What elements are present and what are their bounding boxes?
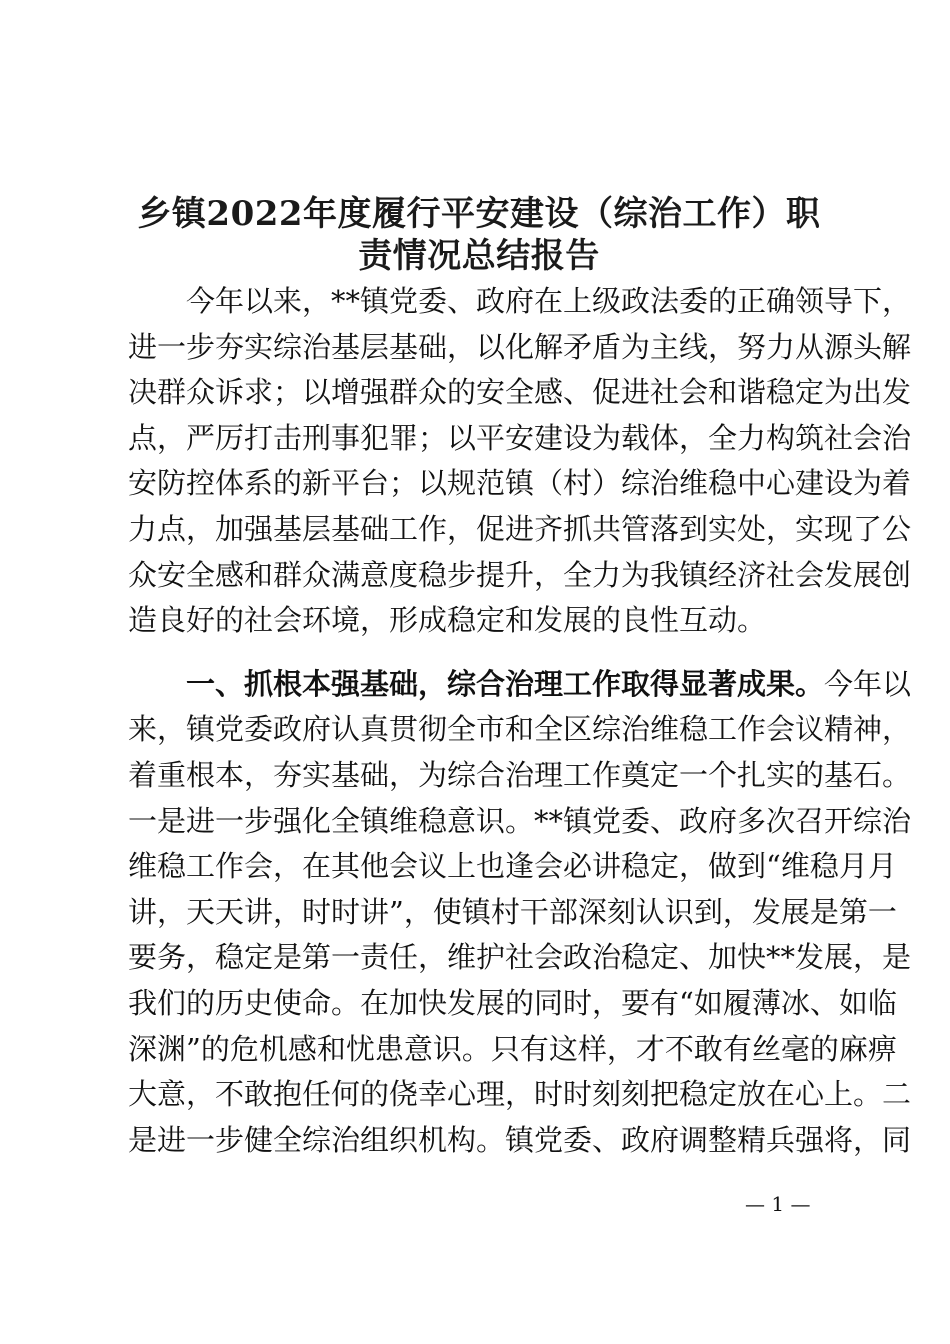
text-line: 点，严厉打击刑事犯罪；以平安建设为载体，全力构筑社会治 xyxy=(128,420,912,455)
text-line: 一是进一步强化全镇维稳意识。**镇党委、政府多次召开综治 xyxy=(128,803,912,838)
document-title-line-2: 责情况总结报告 xyxy=(358,236,600,276)
text-line: 讲，天天讲，时时讲”，使镇村干部深刻认识到，发展是第一 xyxy=(128,894,897,929)
text-span: 今年以 xyxy=(824,666,912,701)
text-line: 大意，不敢抱任何的侥幸心理，时时刻刻把稳定放在心上。二 xyxy=(128,1077,912,1112)
paragraph-intro xyxy=(128,279,912,644)
text-line: 造良好的社会环境，形成稳定和发展的良性互动。 xyxy=(128,603,767,638)
text-line: 今年以来，**镇党委、政府在上级政法委的正确领导下， xyxy=(186,284,912,318)
text-line: 众安全感和群众满意度稳步提升，全力为我镇经济社会发展创 xyxy=(128,557,912,592)
document-title-line-1: 乡镇2022年度履行平安建设（综治工作）职 xyxy=(137,194,821,234)
text-line: 要务，稳定是第一责任，维护社会政治稳定、加快**发展，是 xyxy=(128,940,912,975)
document-body xyxy=(128,279,912,1163)
text-line: 安防控体系的新平台；以规范镇（村）综治维稳中心建设为着 xyxy=(128,466,912,501)
text-line: 是进一步健全综治组织机构。镇党委、政府调整精兵强将，同 xyxy=(128,1122,912,1157)
text-line: 力点，加强基层基础工作，促进齐抓共管落到实处，实现了公 xyxy=(128,511,912,546)
text-line: 来，镇党委政府认真贯彻全市和全区综治维稳工作会议精神， xyxy=(128,712,912,747)
text-line: 着重根本，夯实基础，为综合治理工作奠定一个扎实的基石。 xyxy=(128,757,912,792)
text-line xyxy=(128,662,912,708)
page-number: — 1 — xyxy=(745,1192,811,1216)
section-heading: 一、抓根本强基础，综合治理工作取得显著成果。 xyxy=(186,666,825,701)
paragraph-section-1 xyxy=(128,662,912,1164)
text-line: 我们的历史使命。在加快发展的同时，要有“如履薄冰、如临 xyxy=(128,985,897,1020)
text-line: 维稳工作会，在其他会议上也逢会必讲稳定，做到“维稳月月 xyxy=(128,849,897,884)
text-line: 进一步夯实综治基层基础，以化解矛盾为主线，努力从源头解 xyxy=(128,329,912,364)
text-line: 深渊”的危机感和忧患意识。只有这样，才不敢有丝毫的麻痹 xyxy=(128,1031,897,1066)
text-line: 决群众诉求；以增强群众的安全感、促进社会和谐稳定为出发 xyxy=(128,375,912,410)
